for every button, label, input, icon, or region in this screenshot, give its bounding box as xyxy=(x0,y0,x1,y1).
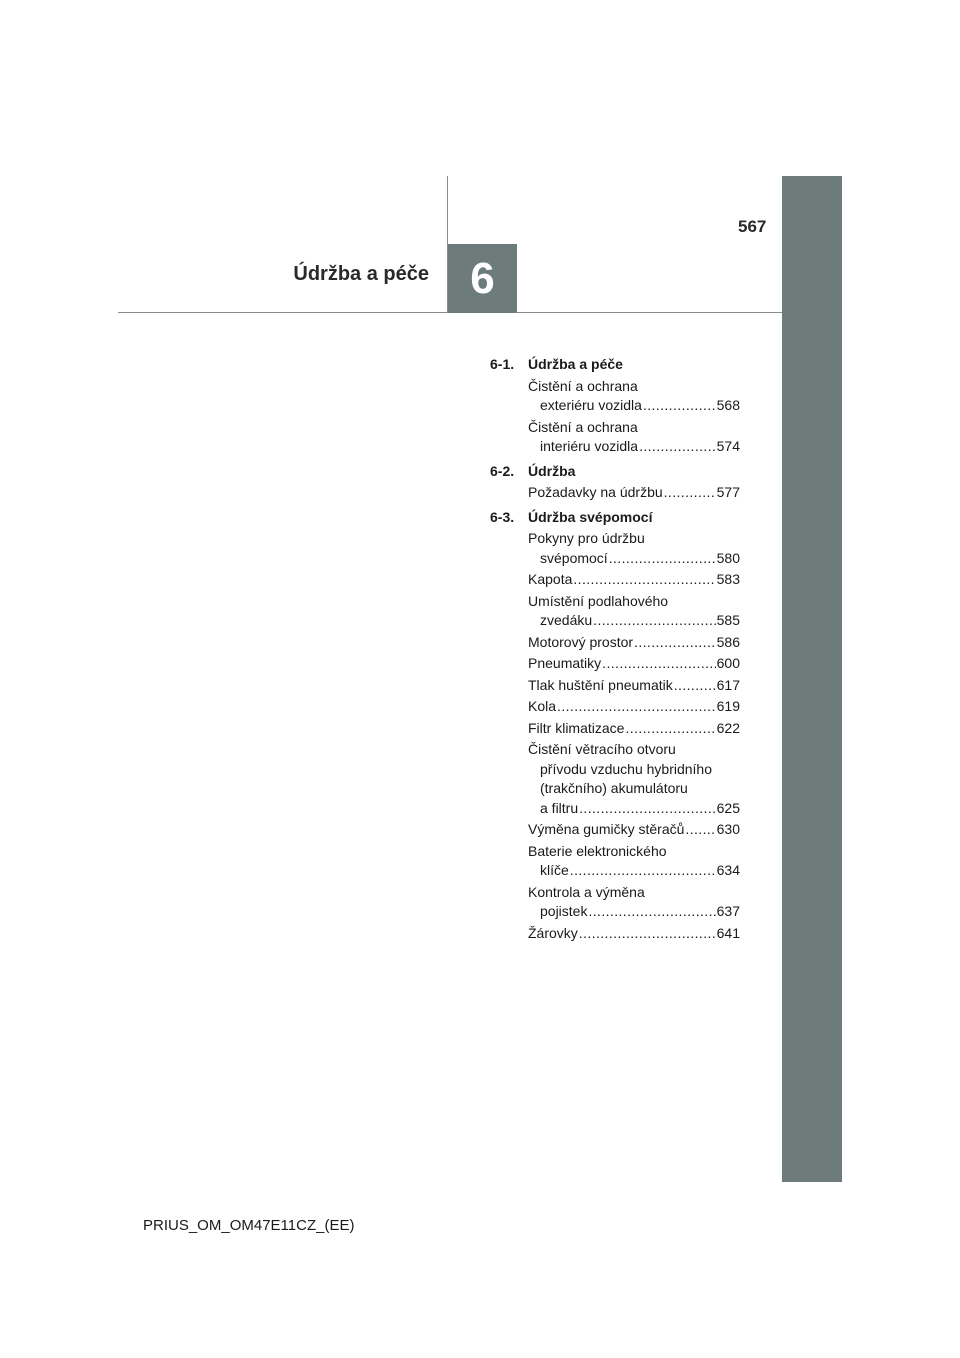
page-number: 567 xyxy=(738,217,767,236)
toc-dot-leader xyxy=(557,697,716,717)
toc-entry-leader-row xyxy=(528,676,740,696)
toc-page-number: 637 xyxy=(716,903,740,919)
toc-entry-leader-row xyxy=(528,633,740,653)
toc-entry-leader-row xyxy=(528,924,740,944)
toc-page-number: 574 xyxy=(716,438,740,454)
toc-entry[interactable] xyxy=(528,842,740,881)
toc-section-number: 6-2. xyxy=(490,462,515,479)
toc-section-header[interactable] xyxy=(490,508,740,528)
toc-entry-line: Pokyny pro údržbu xyxy=(528,530,645,546)
toc-entry-title: exteriéru vozidla xyxy=(540,397,642,413)
toc-entry-title: svépomocí xyxy=(540,549,608,566)
toc-entry-leader-row xyxy=(528,902,740,922)
toc-page-number: 634 xyxy=(716,862,740,878)
toc-entry[interactable] xyxy=(528,529,740,568)
toc-entry-leader-row xyxy=(528,654,740,674)
toc-entry-line: přívodu vzduchu hybridního xyxy=(540,760,712,777)
toc-entry-title: interiéru vozidla xyxy=(540,438,639,454)
toc-entry-leader-row xyxy=(528,820,740,840)
toc-entry-title: Výměna gumičky stěračů xyxy=(528,821,685,837)
chapter-side-tab xyxy=(782,176,842,1182)
toc-section-header[interactable] xyxy=(490,355,740,375)
toc-page-number: 600 xyxy=(716,655,740,671)
toc-entry[interactable] xyxy=(528,719,740,739)
toc-entry[interactable] xyxy=(528,654,740,674)
toc-entry[interactable] xyxy=(528,592,740,631)
toc-entry[interactable] xyxy=(528,418,740,457)
toc-page-number: 580 xyxy=(716,549,740,566)
toc-dot-leader xyxy=(609,549,716,569)
toc-page-number: 617 xyxy=(716,676,740,693)
toc-entry-leader-row xyxy=(528,549,740,569)
toc-entry-title: Žárovky xyxy=(528,924,578,941)
toc-section-number: 6-1. xyxy=(490,356,515,372)
toc-dot-leader xyxy=(625,719,715,739)
toc-entry-leader-row xyxy=(528,719,740,739)
toc-dot-leader xyxy=(579,799,716,819)
toc-entry[interactable] xyxy=(528,633,740,653)
chapter-number-badge: 6 xyxy=(448,244,517,313)
toc-entry-line: Čistění větracího otvoru xyxy=(528,741,676,757)
toc-dot-leader xyxy=(639,437,716,457)
toc-entry[interactable] xyxy=(528,924,740,944)
toc-entry-title: Pneumatiky xyxy=(528,655,602,671)
toc-dot-leader xyxy=(602,654,715,674)
chapter-title: Údržba a péče xyxy=(293,263,429,285)
toc-entry-leader-row xyxy=(528,861,740,881)
toc-entry-title: Motorový prostor xyxy=(528,633,634,650)
toc-dot-leader xyxy=(664,483,716,503)
toc-entry-title: zvedáku xyxy=(540,612,593,628)
toc-entry-leader-row xyxy=(528,483,740,503)
toc-entry[interactable] xyxy=(528,820,740,840)
toc-dot-leader xyxy=(634,633,716,653)
toc-page-number: 641 xyxy=(716,924,740,941)
toc-entry[interactable] xyxy=(528,883,740,922)
toc-entry-leader-row xyxy=(528,697,740,717)
toc-section-header[interactable] xyxy=(490,462,740,482)
toc-entry-leader-row xyxy=(528,570,740,590)
toc-page-number: 622 xyxy=(716,719,740,736)
toc-entry-line: Čistění a ochrana xyxy=(528,418,638,435)
toc-entry-line: (trakčního) akumulátoru xyxy=(540,780,688,796)
toc-entry-line: Čistění a ochrana xyxy=(528,377,638,394)
toc-dot-leader xyxy=(593,611,715,631)
toc-dot-leader xyxy=(579,924,716,944)
toc-page-number: 619 xyxy=(716,698,740,714)
toc-section-title: Údržba xyxy=(528,462,576,479)
toc-dot-leader xyxy=(674,676,716,696)
toc-dot-leader xyxy=(643,396,716,416)
toc-entry-title: Kola xyxy=(528,698,557,714)
toc-entry[interactable] xyxy=(528,697,740,717)
toc-page-number: 625 xyxy=(716,799,740,816)
toc-entry-title: Požadavky na údržbu xyxy=(528,484,663,500)
toc-entry[interactable] xyxy=(528,483,740,503)
toc-entry-title: klíče xyxy=(540,862,569,878)
toc-entry[interactable] xyxy=(528,377,740,416)
toc-page-number: 586 xyxy=(716,633,740,650)
toc-entry-title: pojistek xyxy=(540,903,588,919)
toc-entry-title: Filtr klimatizace xyxy=(528,719,625,736)
toc-section-number: 6-3. xyxy=(490,508,515,525)
toc-page-number: 577 xyxy=(716,484,740,500)
toc-page-number: 583 xyxy=(716,571,740,587)
toc-entry-line: Baterie elektronického xyxy=(528,842,667,859)
toc-dot-leader xyxy=(588,902,715,922)
toc-entry-leader-row xyxy=(528,799,740,819)
toc-section-title: Údržba a péče xyxy=(528,356,623,372)
toc-dot-leader xyxy=(573,570,715,590)
toc-dot-leader xyxy=(685,820,715,840)
toc-entry[interactable] xyxy=(528,740,740,818)
document-code: PRIUS_OM_OM47E11CZ_(EE) xyxy=(143,1217,355,1234)
toc-entry-title: Kapota xyxy=(528,571,573,587)
toc-section-title: Údržba svépomocí xyxy=(528,508,653,525)
toc-page-number: 630 xyxy=(716,821,740,837)
toc-entry-line: Kontrola a výměna xyxy=(528,883,645,900)
toc-entry[interactable] xyxy=(528,676,740,696)
toc-entry-leader-row xyxy=(528,437,740,457)
toc-entry[interactable] xyxy=(528,570,740,590)
table-of-contents xyxy=(490,355,740,945)
toc-dot-leader xyxy=(570,861,716,881)
toc-entry-leader-row xyxy=(528,611,740,631)
toc-entry-line: Umístění podlahového xyxy=(528,592,669,609)
toc-entry-leader-row xyxy=(528,396,740,416)
toc-entry-title: a filtru xyxy=(540,799,579,816)
toc-entry-title: Tlak huštění pneumatik xyxy=(528,676,673,693)
toc-page-number: 585 xyxy=(716,612,740,628)
toc-page-number: 568 xyxy=(716,397,740,413)
